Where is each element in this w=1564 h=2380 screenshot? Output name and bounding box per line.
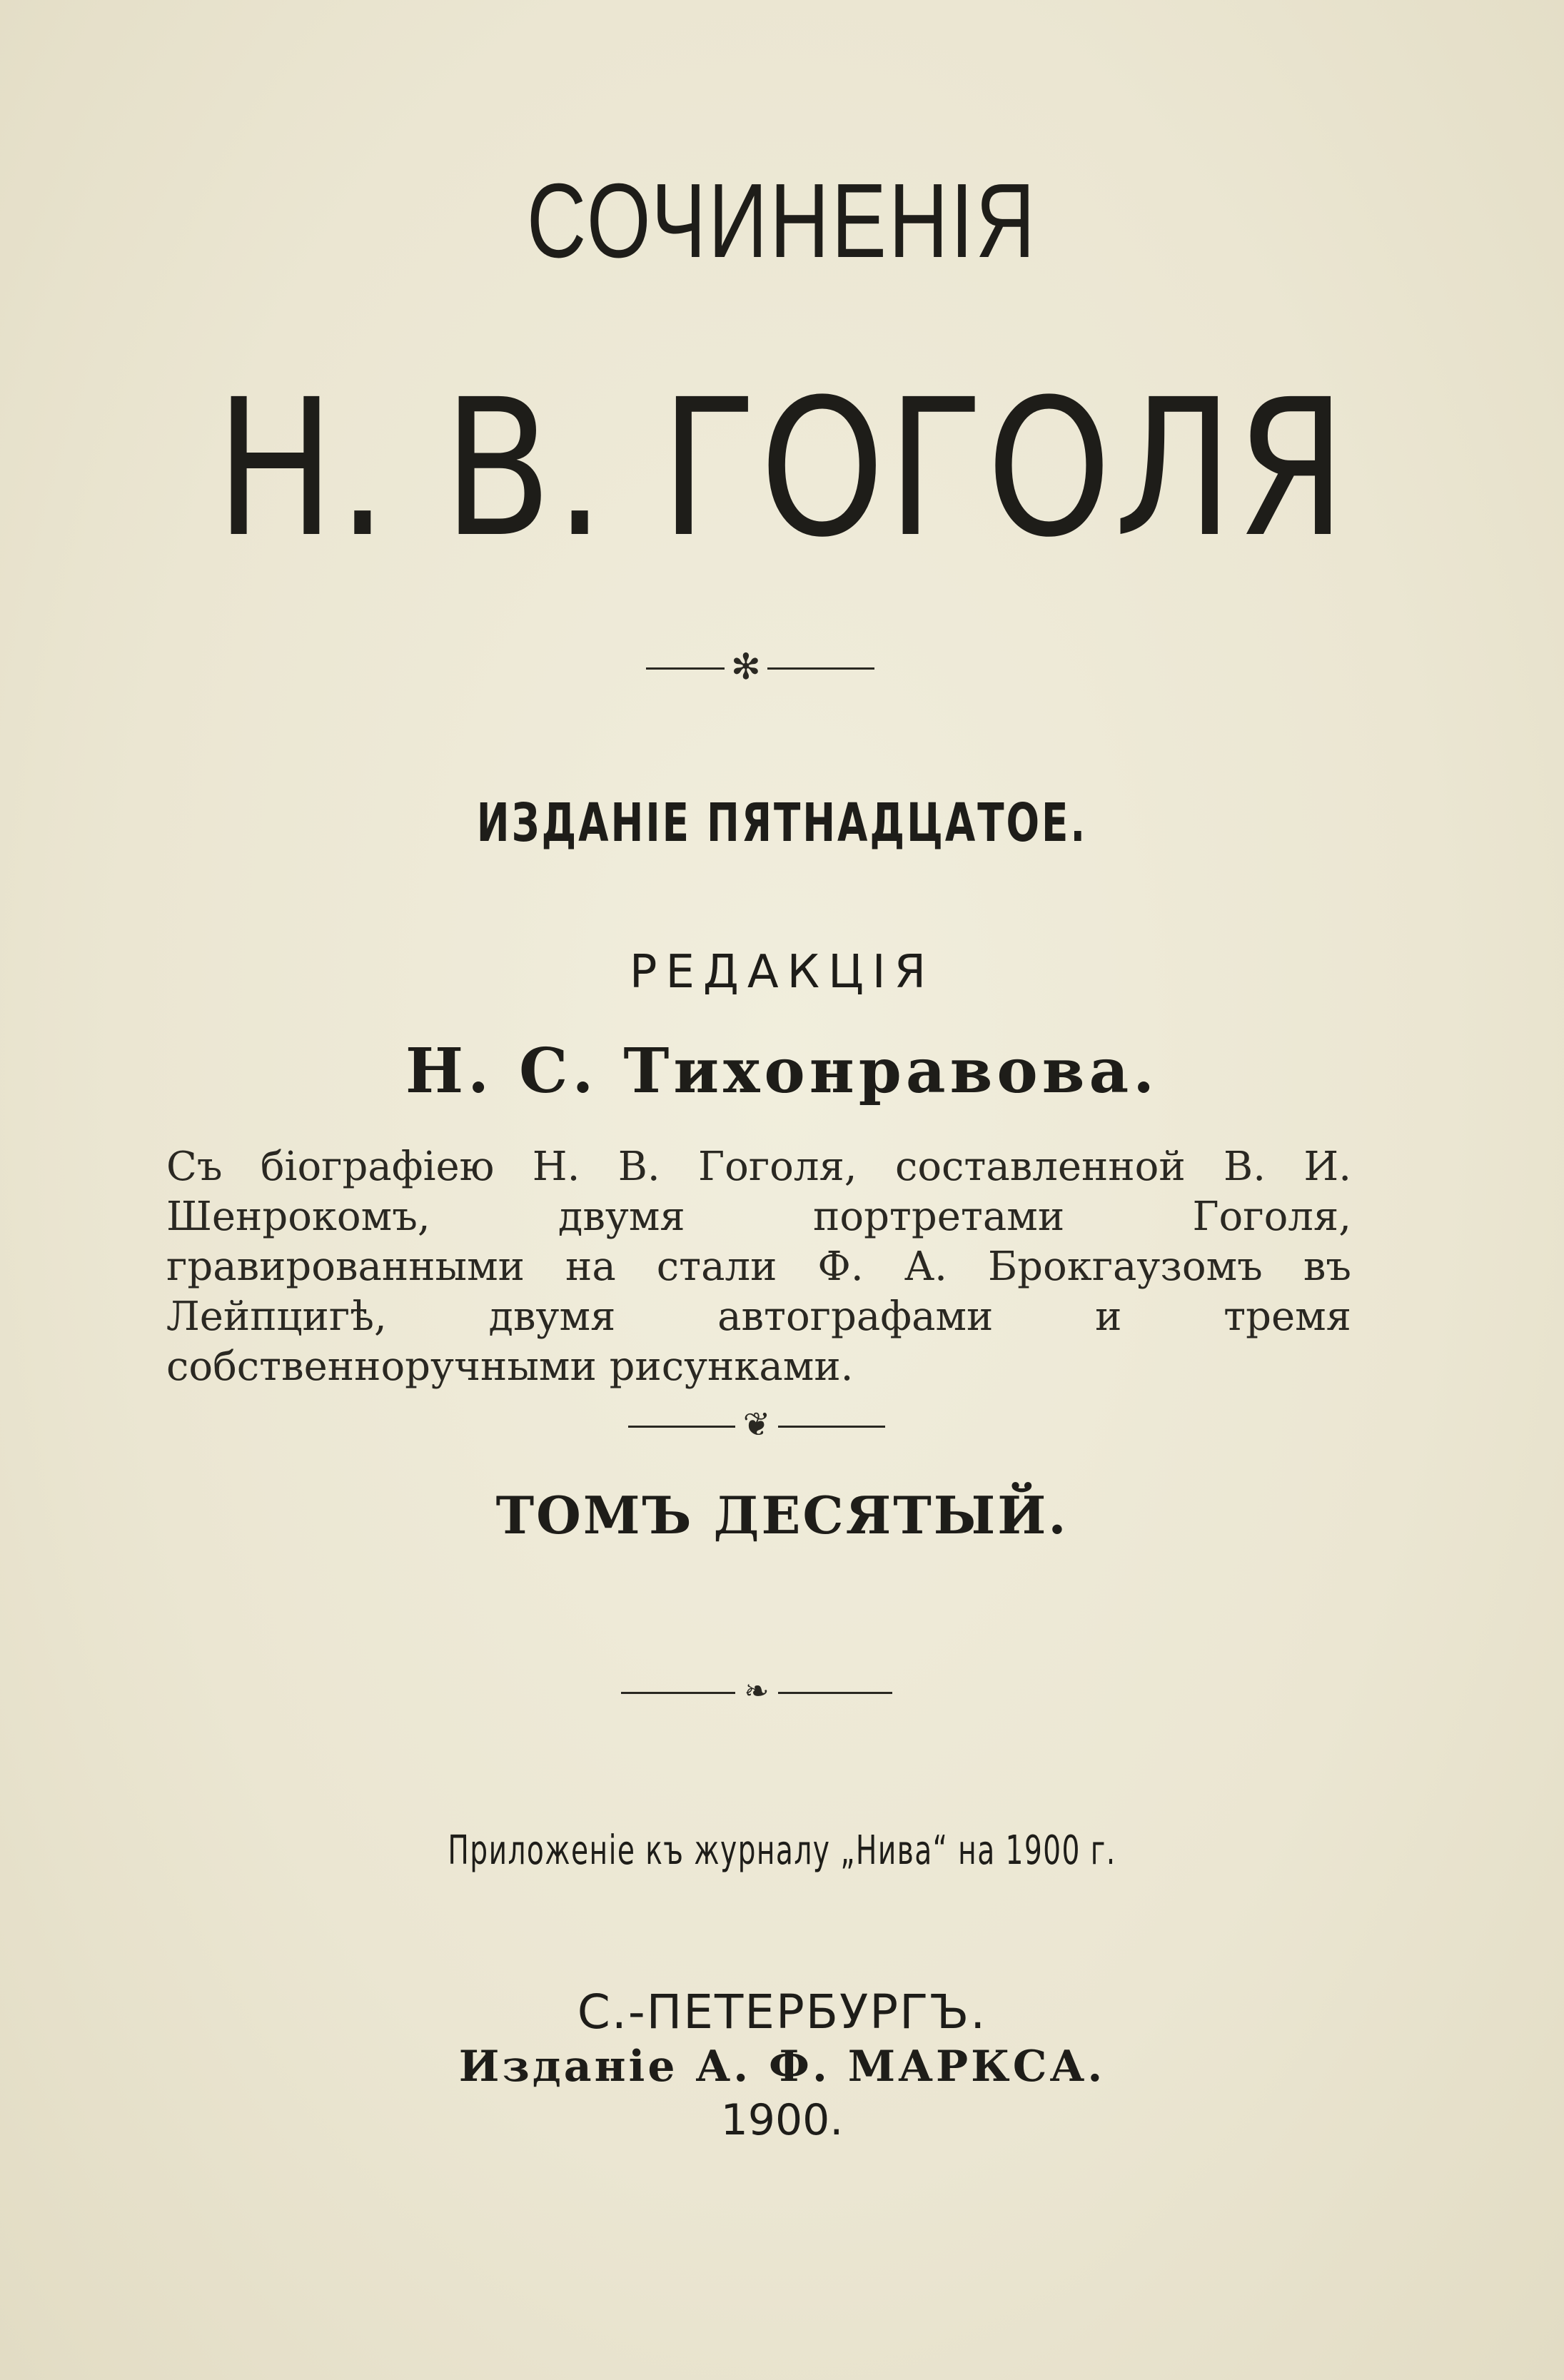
imprint-publisher: Изданіе А. Ф. МАРКСА. xyxy=(458,2042,1106,2092)
edition-line: ИЗДАНІЕ ПЯТНАДЦАТОЕ. xyxy=(476,792,1088,854)
title-page: СОЧИНЕНІЯ Н. В. ГОГОЛЯ ✻ ИЗДАНІЕ ПЯТНАДЦАТОЕ. РЕДАКЦІЯ Н. С. Тихонравова. Съ біографіею Н. В. Гоголя, составленной В. И. Шенрокомъ, двумя портретами Гоголя, гравированными на стали Ф. А. Брокгаузомъ въ Лейпцигѣ, двумя автографами и тремя собственноручными рисунками. ❦ ТОМЪ ДЕСЯТЫЙ. ❧ Приложеніе къ журналу „Нива“ на 1900 г. С.-ПЕТЕРБУРГЪ. Изданіе А. Ф. МАРКСА. 1900. xyxy=(0,0,1564,2380)
title-line-1: СОЧИНЕНІЯ xyxy=(526,162,1038,280)
title-author: Н. В. ГОГОЛЯ xyxy=(215,359,1349,579)
redaction-name: Н. С. Тихонравова. xyxy=(405,1035,1159,1107)
description-paragraph: Съ біографіею Н. В. Гоголя, составленной В. И. Шенрокомъ, двумя портретами Гоголя, гравированными на стали Ф. А. Брокгаузомъ въ Лейпцигѣ, двумя автографами и тремя собственноручными рисунками. xyxy=(166,1144,1351,1390)
appendix-note: Приложеніе къ журналу „Нива“ на 1900 г. xyxy=(448,1827,1116,1874)
imprint-year: 1900. xyxy=(720,2095,844,2145)
redaction-label: РЕДАКЦІЯ xyxy=(629,946,935,999)
imprint-city: С.-ПЕТЕРБУРГЪ. xyxy=(577,1985,987,2039)
volume-label: ТОМЪ ДЕСЯТЫЙ. xyxy=(495,1485,1069,1546)
